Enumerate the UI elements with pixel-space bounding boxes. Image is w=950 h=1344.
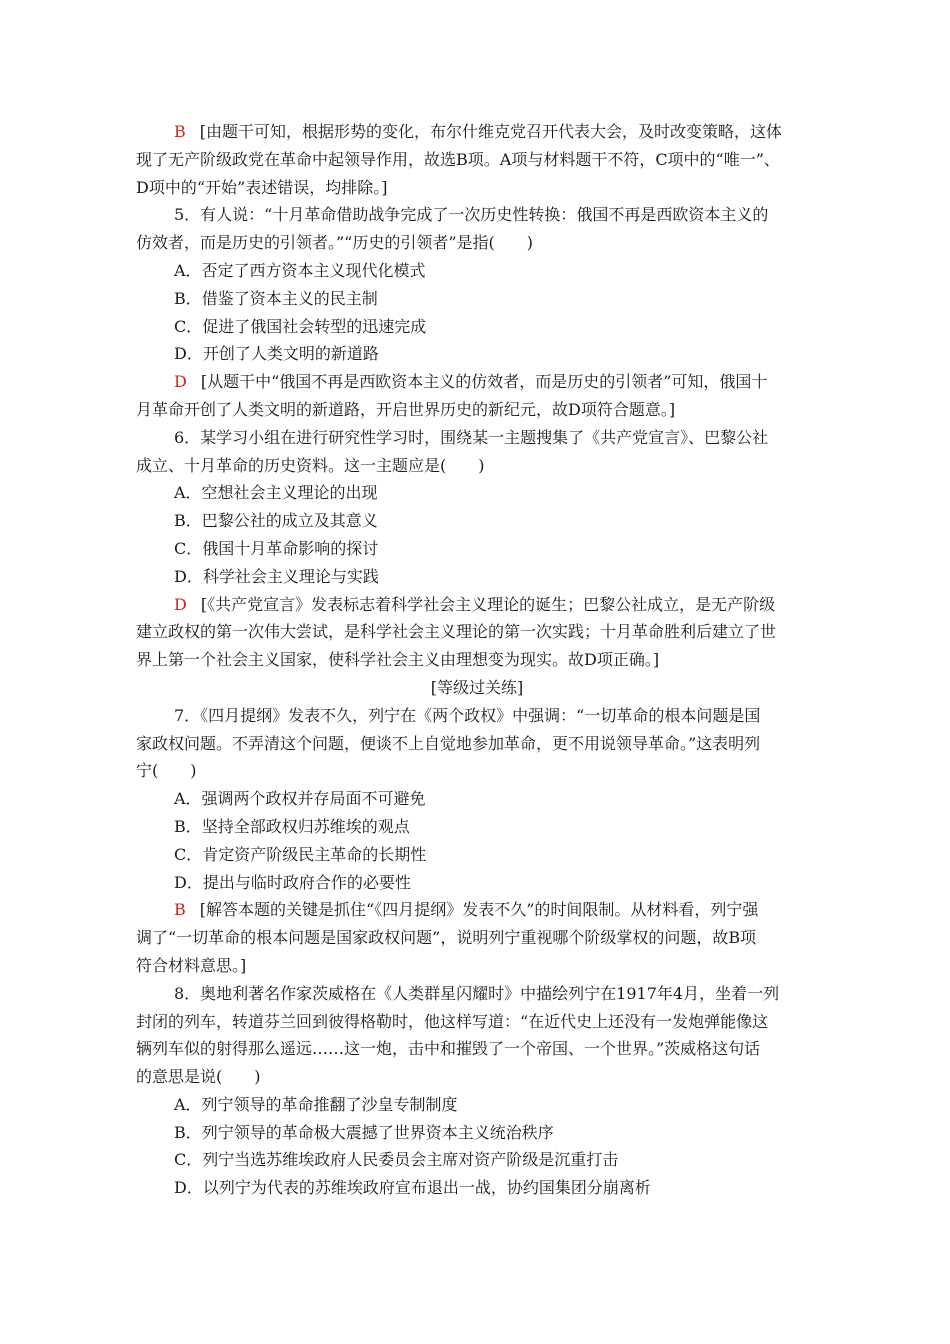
answer-option: C．肯定资产阶级民主革命的长期性 bbox=[174, 844, 427, 864]
question-stem-line: 辆列车似的射得那么遥远……这一炮，击中和摧毁了一个帝国、一个世界。”茨威格这句话 bbox=[136, 1039, 761, 1059]
question-stem-line: 成立、十月革命的历史资料。这一主题应是( ) bbox=[136, 455, 485, 475]
answer-letter: D bbox=[174, 594, 187, 614]
answer-option: D．以列宁为代表的苏维埃政府宣布退出一战，协约国集团分崩离析 bbox=[174, 1178, 651, 1198]
answer-option: B．坚持全部政权归苏维埃的观点 bbox=[174, 816, 410, 836]
answer-text: [《共产党宣言》发表标志着科学社会主义理论的诞生；巴黎公社成立，是无产阶级 bbox=[200, 594, 776, 614]
answer-letter: B bbox=[174, 122, 186, 141]
answer-line bbox=[136, 591, 818, 619]
answer-option: D．提出与临时政府合作的必要性 bbox=[174, 872, 411, 892]
question-stem-line: 的意思是说( ) bbox=[136, 1067, 261, 1087]
question-stem-line: 仿效者，而是历史的引领者。”“历史的引领者”是指( ) bbox=[136, 233, 534, 253]
answer-text: 现了无产阶级政党在革命中起领导作用，故选B项。A项与材料题干不符，C项中的“唯一”、 bbox=[136, 149, 780, 169]
answer-line bbox=[136, 896, 818, 924]
question-stem-line: 宁( ) bbox=[136, 761, 197, 781]
answer-line bbox=[136, 174, 818, 202]
answer-option: A．列宁领导的革命推翻了沙皇专制制度 bbox=[174, 1094, 458, 1114]
answer-line bbox=[136, 618, 818, 646]
answer-explanation bbox=[136, 591, 818, 674]
question-stem-line: 封闭的列车，转道芬兰回到彼得格勒时，他这样写道：“在近代史上还没有一发炮弹能像这 bbox=[136, 1011, 769, 1031]
answer-explanation bbox=[136, 118, 818, 201]
answer-option: B．巴黎公社的成立及其意义 bbox=[174, 511, 378, 531]
question-stem-line: 5．有人说：“十月革命借助战争完成了一次历史性转换：俄国不再是西欧资本主义的 bbox=[174, 205, 769, 225]
answer-letter: D bbox=[174, 372, 187, 392]
question bbox=[136, 201, 818, 368]
answer-text: [由题干可知，根据形势的变化，布尔什维克党召开代表大会，及时改变策略，这体 bbox=[199, 122, 783, 141]
answer-letter: B bbox=[174, 900, 186, 920]
answer-line bbox=[136, 146, 818, 174]
document-body bbox=[136, 118, 818, 1202]
answer-text: 界上第一个社会主义国家，使科学社会主义由理想变为现实。故D项正确。] bbox=[136, 650, 660, 670]
question bbox=[136, 424, 818, 591]
question-stem-line: 6．某学习小组在进行研究性学习时，围绕某一主题搜集了《共产党宣言》、巴黎公社 bbox=[174, 427, 769, 447]
question-stem-line: 7．《四月提纲》发表不久，列宁在《两个政权》中强调：“一切革命的根本问题是国 bbox=[174, 705, 761, 725]
answer-option: A．空想社会主义理论的出现 bbox=[174, 483, 378, 503]
answer-line bbox=[136, 118, 818, 146]
answer-option: C．俄国十月革命影响的探讨 bbox=[174, 538, 379, 558]
answer-option: C．促进了俄国社会转型的迅速完成 bbox=[174, 316, 427, 336]
answer-option: B．借鉴了资本主义的民主制 bbox=[174, 288, 378, 308]
answer-option: B．列宁领导的革命极大震撼了世界资本主义统治秩序 bbox=[174, 1122, 554, 1142]
answer-text: 符合材料意思。] bbox=[136, 955, 247, 975]
answer-option: C．列宁当选苏维埃政府人民委员会主席对资产阶级是沉重打击 bbox=[174, 1150, 619, 1170]
answer-line bbox=[136, 368, 818, 396]
answer-line bbox=[136, 646, 818, 674]
answer-text: 建立政权的第一次伟大尝试，是科学社会主义理论的第一次实践；十月革命胜利后建立了世 bbox=[136, 622, 777, 642]
answer-option: D．开创了人类文明的新道路 bbox=[174, 344, 379, 364]
answer-line bbox=[136, 396, 818, 424]
answer-explanation bbox=[136, 368, 818, 424]
answer-text: 月革命开创了人类文明的新道路，开启世界历史的新纪元，故D项符合题意。] bbox=[136, 399, 676, 419]
answer-text: [解答本题的关键是抓住“《四月提纲》发表不久”的时间限制。从材料看，列宁强 bbox=[199, 900, 759, 920]
section-heading bbox=[136, 674, 818, 702]
question-stem-line: 家政权问题。不弄清这个问题，便谈不上自觉地参加革命，更不用说领导革命。”这表明列 bbox=[136, 733, 761, 753]
answer-text: [从题干中“俄国不再是西欧资本主义的仿效者，而是历史的引领者”可知，俄国十 bbox=[200, 372, 768, 392]
question bbox=[136, 980, 818, 1202]
answer-option: A．否定了西方资本主义现代化模式 bbox=[174, 260, 426, 280]
question-stem-line: 8．奥地利著名作家茨威格在《人类群星闪耀时》中描绘列宁在1917年4月，坐着一列 bbox=[174, 983, 780, 1003]
answer-line bbox=[136, 952, 818, 980]
answer-option: D．科学社会主义理论与实践 bbox=[174, 566, 379, 586]
answer-text: D项中的“开始”表述错误，均排除。] bbox=[136, 177, 388, 197]
answer-line bbox=[136, 924, 818, 952]
answer-option: A．强调两个政权并存局面不可避免 bbox=[174, 789, 426, 809]
section-title: [等级过关练] bbox=[430, 677, 524, 697]
question bbox=[136, 702, 818, 897]
answer-explanation bbox=[136, 896, 818, 979]
answer-text: 调了“一切革命的根本问题是国家政权问题”，说明列宁重视哪个阶级掌权的问题，故B项 bbox=[136, 928, 757, 948]
